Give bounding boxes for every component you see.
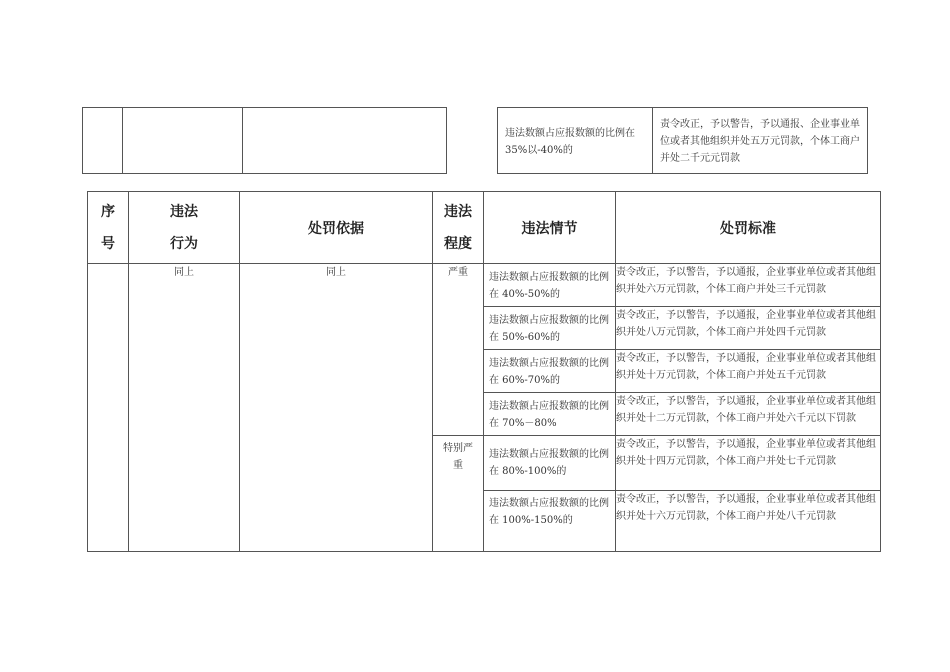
situation-cell: 违法数额占应报数额的比例在 100%-150%的 [489,498,609,526]
penalty-cell: 责令改正，予以警告，予以通报，企业事业单位或者其他组织并处十万元罚款，个体工商户并处五千元罚款 [616,353,876,381]
header-violation-degree: 违法 程度 [433,192,484,264]
header-row [88,192,881,264]
header-violation-situation: 违法情节 [484,192,616,264]
situation-cell: 违法数额占应报数额的比例在 60%-70%的 [489,358,609,386]
penalty-standard-table [87,191,881,552]
situation-cell: 违法数额占应报数额的比例在 50%-60%的 [489,315,609,343]
penalty-cell: 责令改正，予以警告，予以通报，企业事业单位或者其他组织并处十六万元罚款，个体工商户并处八千元罚款 [616,494,876,522]
header-penalty-standard: 处罚标准 [616,192,881,264]
table-row [88,264,881,307]
previous-table-fragment [82,107,868,174]
situation-cell: 违法数额占应报数额的比例在 80%-100%的 [489,449,609,477]
header-violation-act: 违法 行为 [129,192,240,264]
header-serial-number: 序 号 [88,192,129,264]
penalty-basis-cell: 同上 [240,264,433,552]
degree-cell-serious: 严重 [433,264,484,436]
penalty-cell: 责令改正，予以警告，予以通报，企业事业单位或者其他组织并处十二万元罚款，个体工商户并处六千元以下罚款 [616,396,876,424]
violation-act-cell: 同上 [129,264,240,552]
penalty-cell: 责令改正，予以警告，予以通报，企业事业单位或者其他组织并处八万元罚款，个体工商户并处四千元罚款 [616,310,876,338]
situation-cell: 违法数额占应报数额的比例在 40%-50%的 [489,272,609,300]
degree-cell-very-serious: 特别严重 [433,436,484,552]
fragment-penalty-text: 责令改正，予以警告，予以通报、企业事业单位或者其他组织并处五万元罚款，个体工商户并处二千元元罚款 [660,119,860,164]
situation-cell: 违法数额占应报数额的比例在 70%－80% [489,401,609,429]
serial-number-cell [88,264,129,552]
penalty-cell: 责令改正，予以警告，予以通报，企业事业单位或者其他组织并处十四万元罚款，个体工商户并处七千元罚款 [616,439,876,467]
header-penalty-basis: 处罚依据 [240,192,433,264]
fragment-situation-text: 违法数额占应报数额的比例在 35%以-40%的 [505,128,635,156]
penalty-cell: 责令改正，予以警告，予以通报，企业事业单位或者其他组织并处六万元罚款，个体工商户并处三千元罚款 [616,267,876,295]
